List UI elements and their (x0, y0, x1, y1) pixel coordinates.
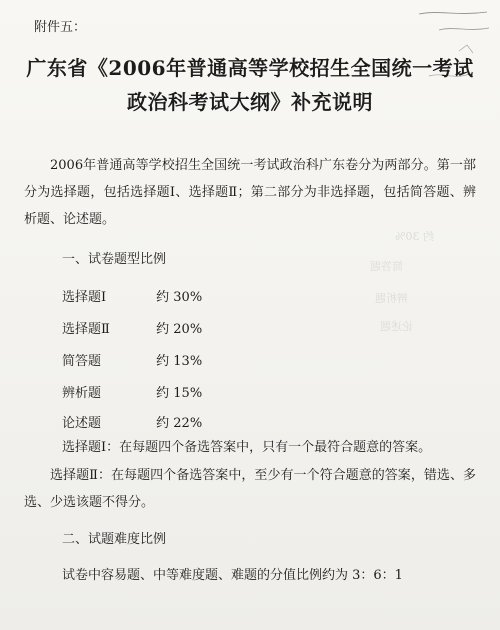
note-choice-1: 选择题Ⅰ：在每题四个备选答案中，只有一个最符合题意的答案。 (62, 440, 432, 455)
question-type-row (62, 318, 322, 337)
show-through-text: 约 30% (395, 230, 434, 243)
question-type-row (62, 286, 322, 305)
question-type-label: 论述题 (62, 416, 102, 431)
attachment-label: 附件五： (34, 20, 87, 35)
section-heading-question-types: 一、试卷题型比例 (62, 252, 167, 267)
section-heading-difficulty: 二、试题难度比例 (62, 532, 167, 547)
question-type-value: 约 22% (156, 416, 203, 431)
document-title-line1: 广东省《2006年普通高等学校招生全国统一考试 (26, 56, 474, 80)
question-type-value: 约 13% (156, 354, 203, 369)
show-through-text: 简答题 (370, 260, 403, 273)
show-through-text: 论述题 (380, 320, 413, 333)
question-type-row (62, 382, 322, 401)
note-choice-2: 选择题Ⅱ：在每题四个备选答案中，至少有一个符合题意的答案，错选、多选、少选该题不得分。 (24, 468, 476, 510)
question-type-label: 选择题Ⅰ (62, 290, 107, 305)
question-type-row (62, 350, 322, 369)
question-type-row (62, 412, 322, 431)
question-type-label: 简答题 (62, 354, 102, 369)
question-type-value: 约 20% (156, 322, 203, 337)
difficulty-ratio-text: 试卷中容易题、中等难度题、难题的分值比例约为 3：6：1 (62, 568, 403, 583)
document-title-line2: 政治科考试大纲》补充说明 (127, 90, 373, 114)
intro-paragraph: 2006年普通高等学校招生全国统一考试政治科广东卷分为两部分。第一部分为选择题，包括选择题Ⅰ、选择题Ⅱ；第二部分为非选择题，包括简答题、辨析题、论述题。 (24, 158, 476, 227)
question-type-value: 约 30% (156, 290, 203, 305)
question-type-label: 辨析题 (62, 386, 102, 401)
show-through-text: 辨析题 (375, 292, 408, 305)
question-type-value: 约 15% (156, 386, 203, 401)
question-type-label: 选择题Ⅱ (62, 322, 110, 337)
